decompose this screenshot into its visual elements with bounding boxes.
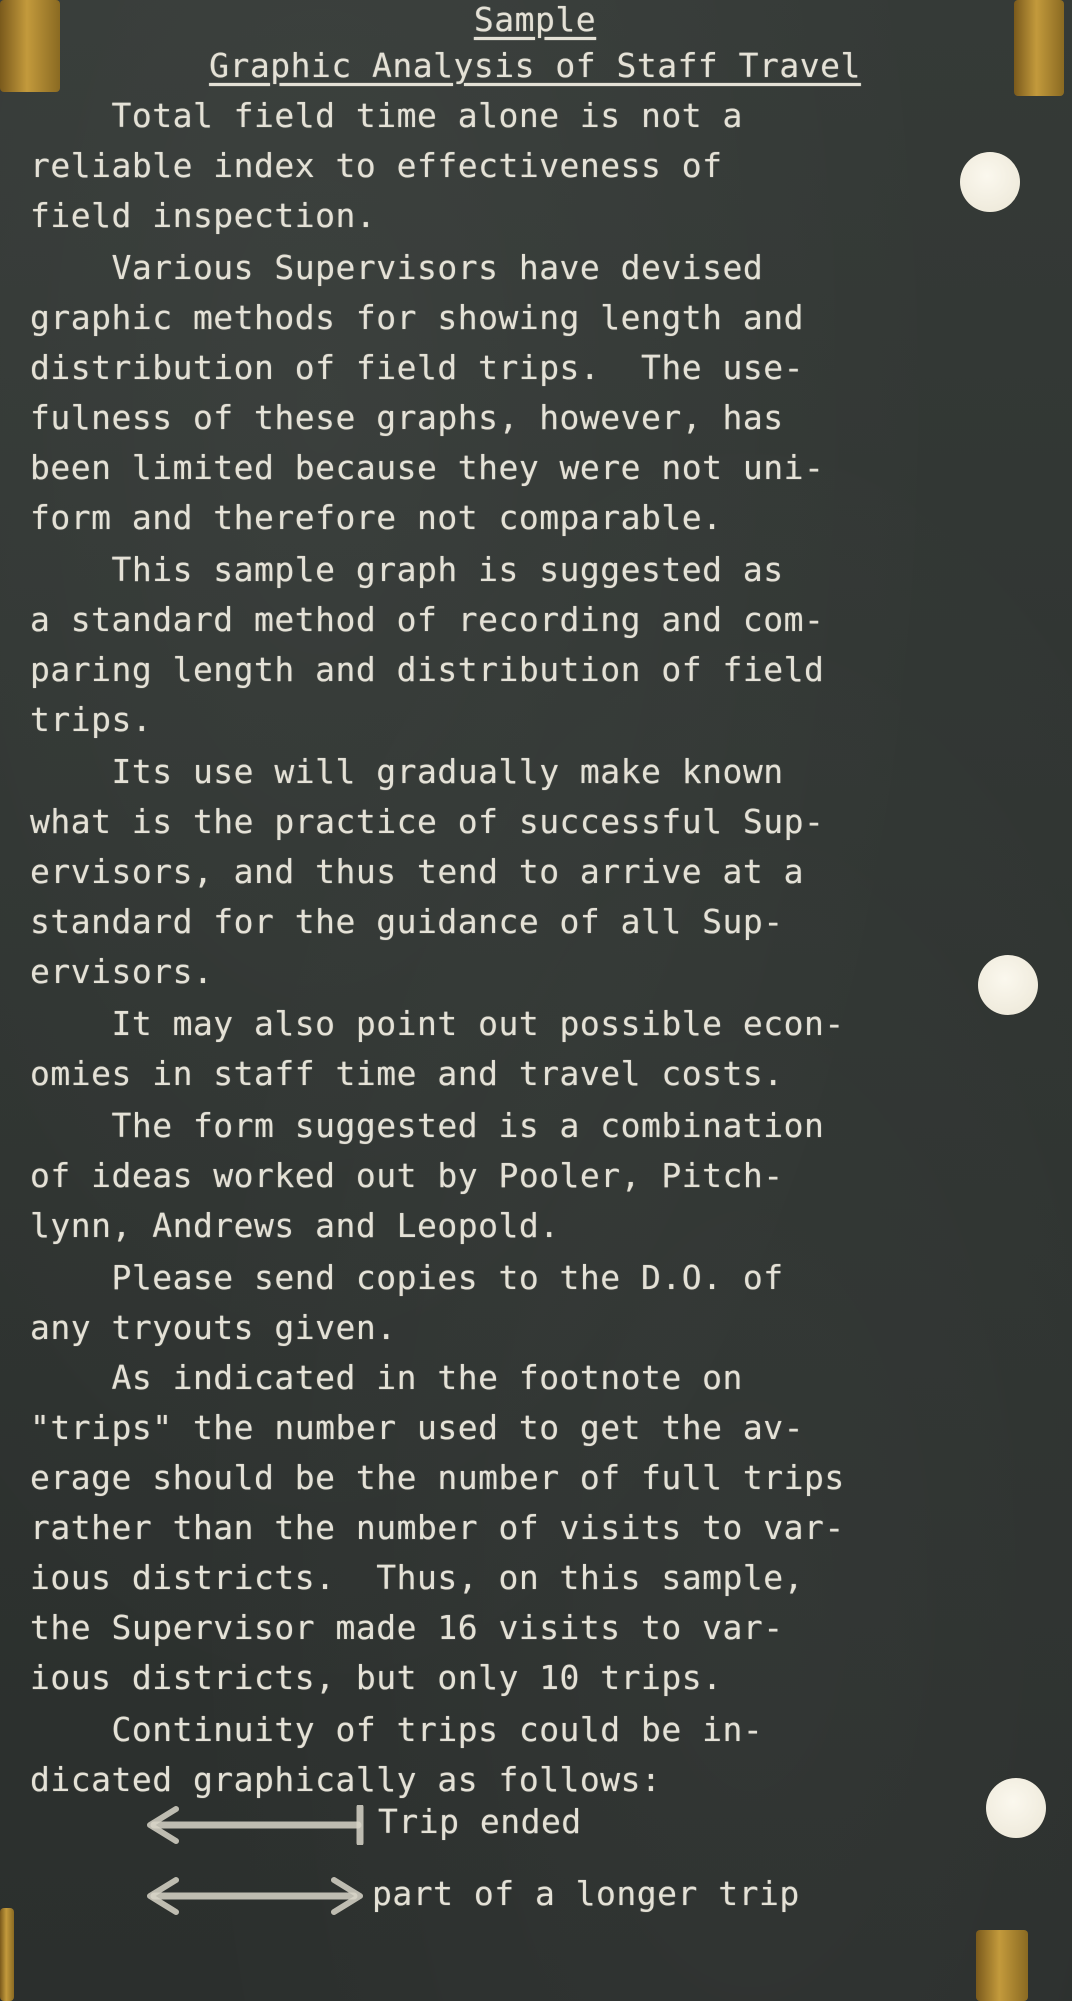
text-line: "trips" the number used to get the av- [30,1408,804,1447]
text-line: been limited because they were not uni- [30,448,825,487]
text-line: any tryouts given. [30,1308,397,1347]
text-line: standard for the guidance of all Sup- [30,902,784,941]
text-line: ervisors. [30,952,214,991]
trip-ended-arrow-icon [140,1805,370,1845]
clip-bottom-right [976,1930,1028,2001]
document-subtitle: Graphic Analysis of Staff Travel [209,46,861,85]
text-line: This sample graph is suggested as [30,550,784,589]
text-line: graphic methods for showing length and [30,298,804,337]
text-line: Continuity of trips could be in- [30,1710,764,1749]
text-line: Its use will gradually make known [30,752,784,791]
text-line: field inspection. [30,196,377,235]
legend-trip-ended-label: Trip ended [378,1802,582,1841]
text-line: what is the practice of successful Sup- [30,802,825,841]
text-line: The form suggested is a combination [30,1106,825,1145]
text-line: erage should be the number of full trips [30,1458,845,1497]
text-line: distribution of field trips. The use- [30,348,804,387]
text-line: form and therefore not comparable. [30,498,723,537]
text-line: dicated graphically as follows: [30,1760,662,1799]
punch-hole-middle [978,955,1038,1015]
text-line: lynn, Andrews and Leopold. [30,1206,560,1245]
text-line: rather than the number of visits to var- [30,1508,845,1547]
text-line: paring length and distribution of field [30,650,825,689]
text-line: of ideas worked out by Pooler, Pitch- [30,1156,784,1195]
text-line: omies in staff time and travel costs. [30,1054,784,1093]
longer-trip-arrow-icon [140,1876,370,1916]
punch-hole-bottom [986,1778,1046,1838]
punch-hole-top [960,152,1020,212]
text-line: reliable index to effectiveness of [30,146,723,185]
legend-longer-trip-label: part of a longer trip [372,1874,800,1913]
text-line: trips. [30,700,153,739]
text-line: Please send copies to the D.O. of [30,1258,784,1297]
text-line: a standard method of recording and com- [30,600,825,639]
clip-bottom-left [0,1908,14,2001]
text-line: Various Supervisors have devised [30,248,764,287]
text-line: ious districts, but only 10 trips. [30,1658,723,1697]
text-line: It may also point out possible econ- [30,1004,845,1043]
text-line: Total field time alone is not a [30,96,743,135]
document-title: Sample [473,0,597,39]
text-line: fulness of these graphs, however, has [30,398,784,437]
text-line: ious districts. Thus, on this sample, [30,1558,804,1597]
text-line: the Supervisor made 16 visits to var- [30,1608,784,1647]
text-line: ervisors, and thus tend to arrive at a [30,852,804,891]
text-line: As indicated in the footnote on [30,1358,743,1397]
